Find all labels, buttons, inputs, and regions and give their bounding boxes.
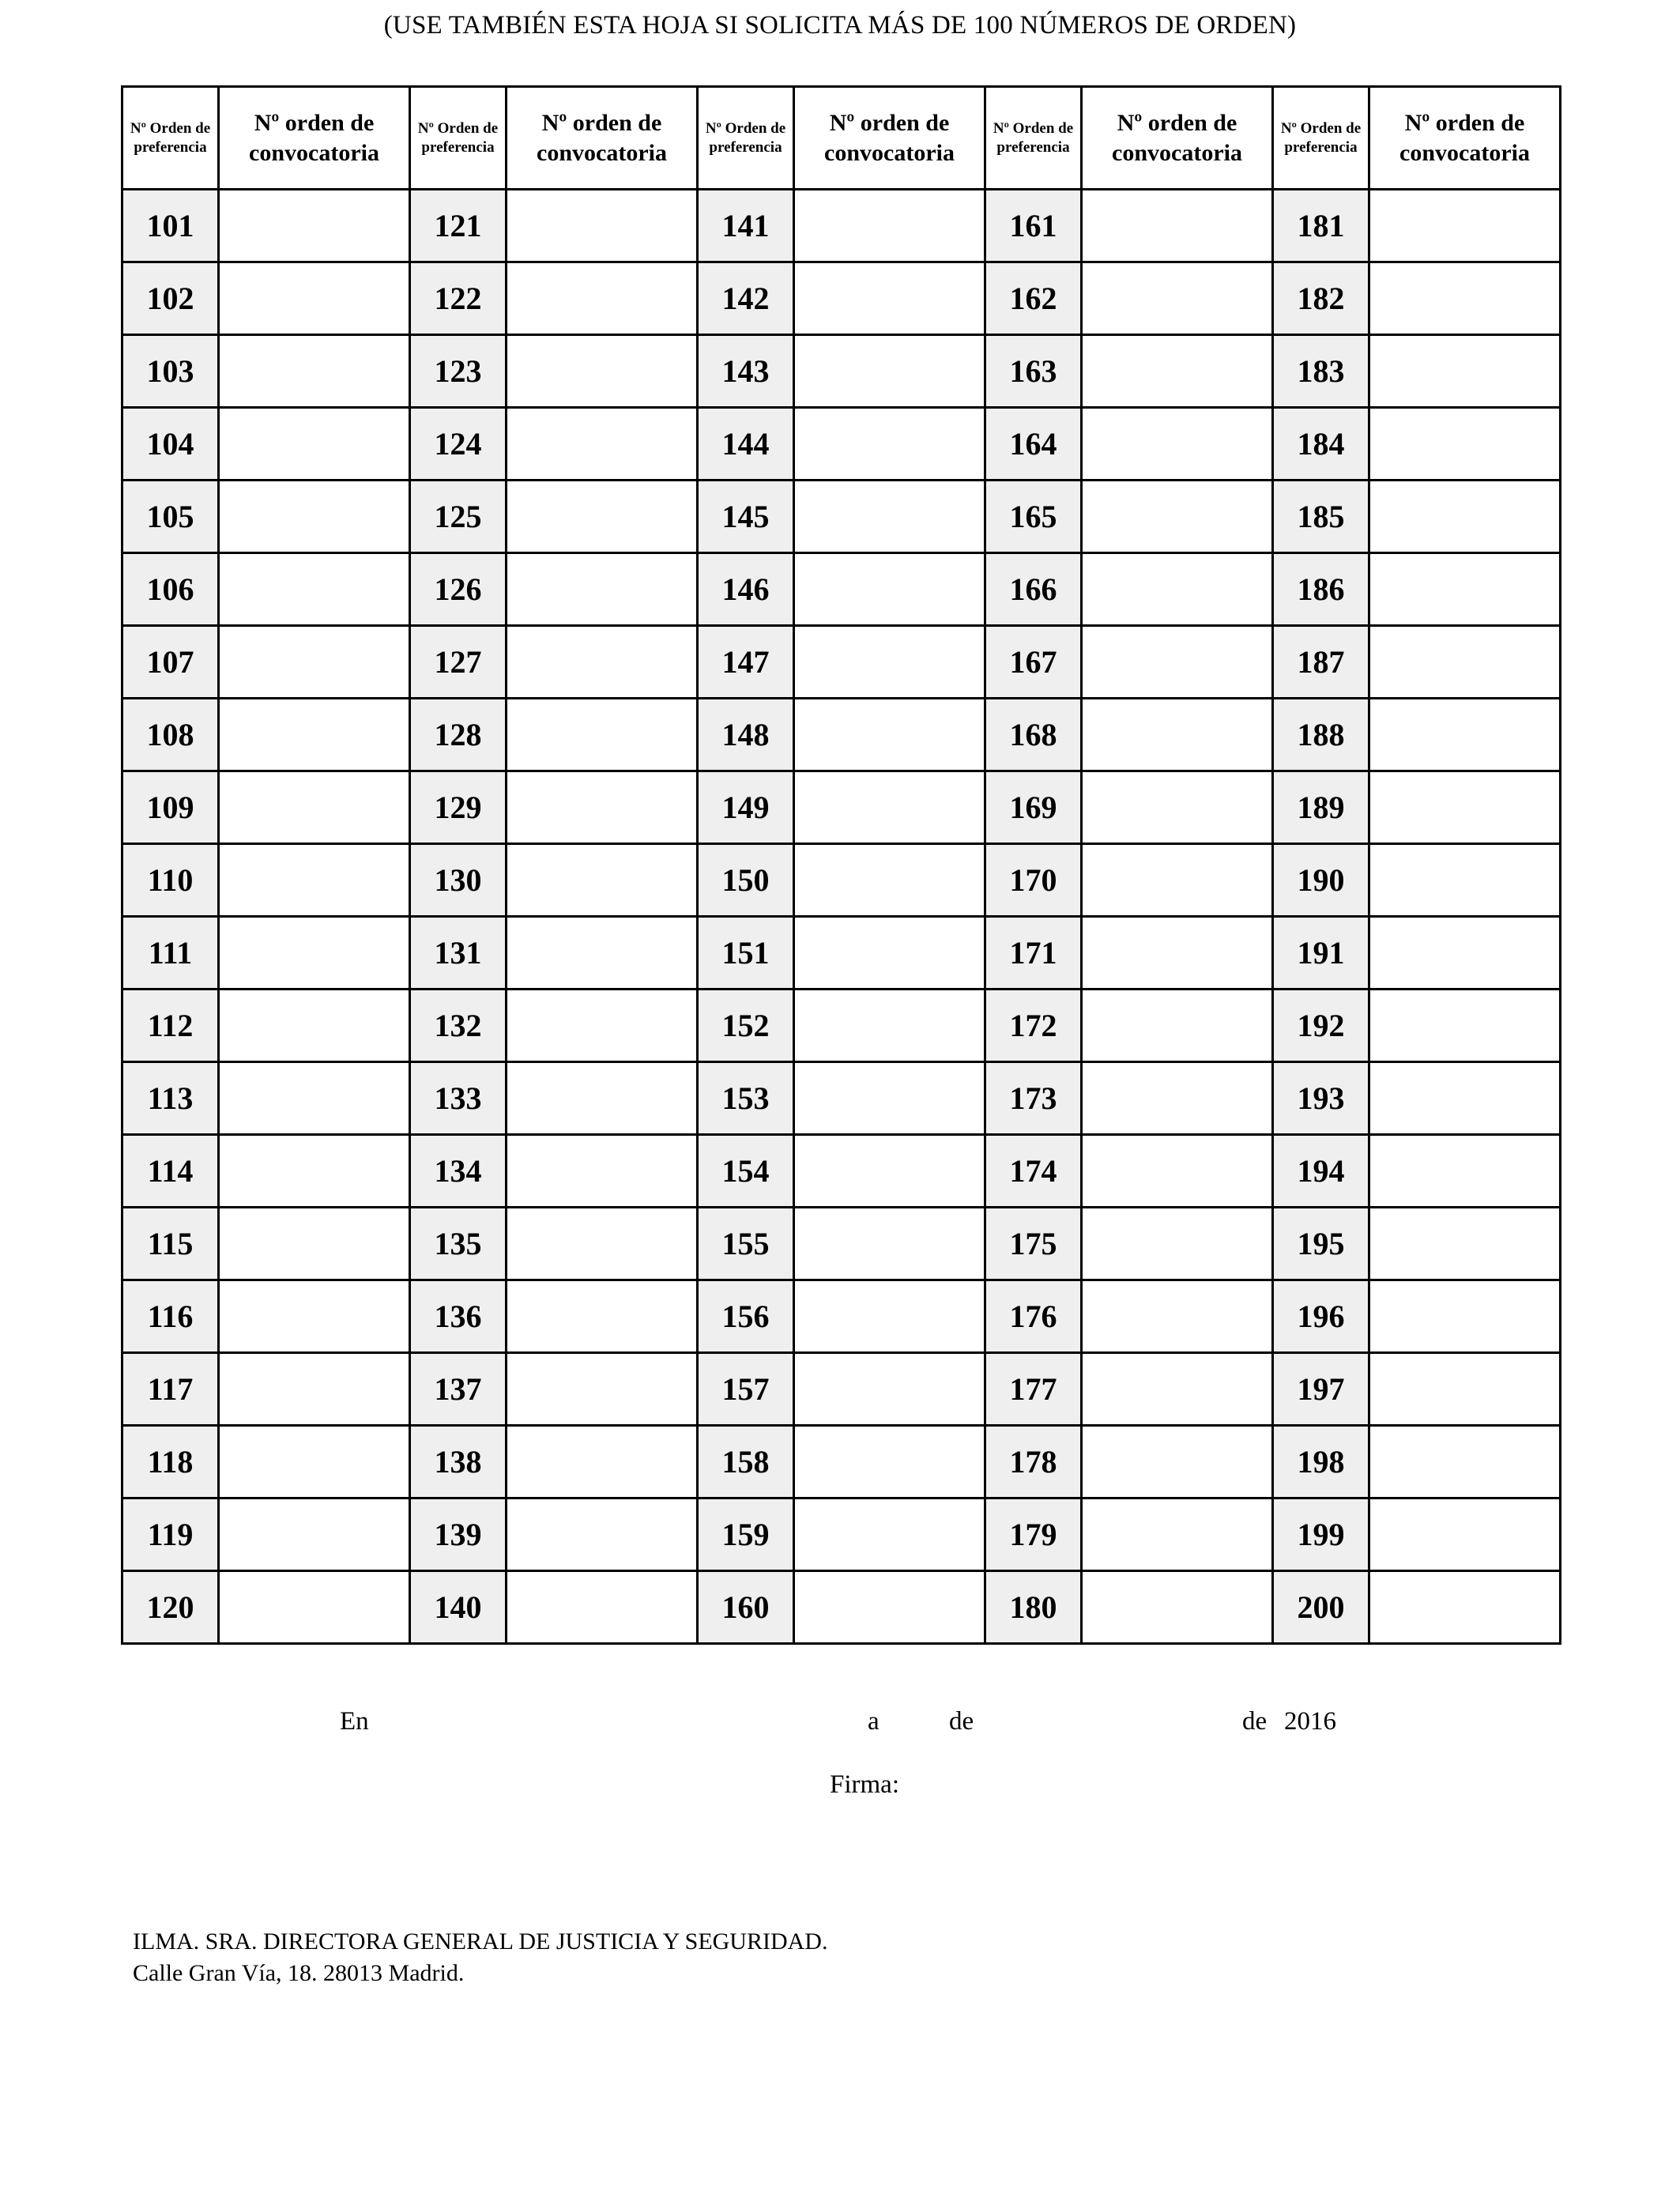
preference-number: 110 [122,844,219,917]
convocatoria-field[interactable] [507,1353,698,1426]
preference-number: 163 [985,335,1082,408]
preference-number: 112 [122,990,219,1062]
convocatoria-field[interactable] [507,1062,698,1135]
table-row [122,1498,1561,1571]
signature-label: Firma: [830,1770,899,1799]
convocatoria-field[interactable] [219,1498,410,1571]
convocatoria-field[interactable] [507,1571,698,1644]
convocatoria-field[interactable] [794,844,985,917]
convocatoria-field[interactable] [1082,1571,1273,1644]
preference-number: 157 [698,1353,794,1426]
convocatoria-field[interactable] [507,699,698,771]
convocatoria-field[interactable] [219,1135,410,1208]
convocatoria-field[interactable] [507,1208,698,1280]
preference-number: 101 [122,190,219,262]
preference-number: 104 [122,408,219,481]
convocatoria-field[interactable] [1369,990,1561,1062]
table-row [122,844,1561,917]
preference-number: 105 [122,481,219,553]
convocatoria-field[interactable] [1082,1498,1273,1571]
convocatoria-field[interactable] [1082,335,1273,408]
preference-number: 139 [410,1498,507,1571]
convocatoria-field[interactable] [794,335,985,408]
header-orden-convocatoria: Nº orden de convocatoria [1369,87,1561,190]
convocatoria-field[interactable] [794,1353,985,1426]
header-orden-preferencia: Nº Orden de preferencia [1273,87,1369,190]
preference-number: 200 [1273,1571,1369,1644]
preference-number: 135 [410,1208,507,1280]
convocatoria-field[interactable] [794,699,985,771]
preference-number: 172 [985,990,1082,1062]
preference-number: 123 [410,335,507,408]
preference-number: 122 [410,262,507,335]
convocatoria-field[interactable] [1369,626,1561,699]
preference-number: 184 [1273,408,1369,481]
preference-number: 180 [985,1571,1082,1644]
preference-number: 169 [985,771,1082,844]
convocatoria-field[interactable] [1082,1062,1273,1135]
convocatoria-field[interactable] [219,481,410,553]
table-row [122,990,1561,1062]
preference-number: 189 [1273,771,1369,844]
preference-number: 136 [410,1280,507,1353]
convocatoria-field[interactable] [1082,408,1273,481]
preference-number: 108 [122,699,219,771]
convocatoria-field[interactable] [1369,1426,1561,1498]
convocatoria-field[interactable] [1369,1280,1561,1353]
preference-number: 127 [410,626,507,699]
preference-number: 168 [985,699,1082,771]
preference-number: 137 [410,1353,507,1426]
convocatoria-field[interactable] [794,408,985,481]
preference-number: 138 [410,1426,507,1498]
preference-number: 141 [698,190,794,262]
date-de-label: de [1242,1707,1268,1736]
header-orden-convocatoria: Nº orden de convocatoria [1082,87,1273,190]
header-orden-convocatoria: Nº orden de convocatoria [219,87,410,190]
table-row [122,699,1561,771]
header-orden-preferencia: Nº Orden de preferencia [985,87,1082,190]
convocatoria-field[interactable] [794,1280,985,1353]
convocatoria-field[interactable] [219,626,410,699]
convocatoria-field[interactable] [1369,481,1561,553]
table-row [122,626,1561,699]
convocatoria-field[interactable] [507,553,698,626]
header-orden-convocatoria: Nº orden de convocatoria [794,87,985,190]
convocatoria-field[interactable] [1082,1353,1273,1426]
header-orden-preferencia: Nº Orden de preferencia [698,87,794,190]
convocatoria-field[interactable] [1369,1062,1561,1135]
table-row [122,1208,1561,1280]
convocatoria-field[interactable] [507,1426,698,1498]
preference-number: 175 [985,1208,1082,1280]
convocatoria-field[interactable] [219,408,410,481]
preference-number: 152 [698,990,794,1062]
convocatoria-field[interactable] [794,1571,985,1644]
convocatoria-field[interactable] [1082,190,1273,262]
address: Calle Gran Vía, 18. 28013 Madrid. [133,1960,465,1986]
preference-number: 140 [410,1571,507,1644]
preference-number: 162 [985,262,1082,335]
convocatoria-field[interactable] [1369,699,1561,771]
preference-number: 197 [1273,1353,1369,1426]
preference-number: 109 [122,771,219,844]
convocatoria-field[interactable] [219,262,410,335]
convocatoria-field[interactable] [507,481,698,553]
preference-number: 198 [1273,1426,1369,1498]
preference-number: 144 [698,408,794,481]
preference-number: 160 [698,1571,794,1644]
table-row [122,553,1561,626]
table-row [122,335,1561,408]
table-header-row [122,87,1561,190]
preference-number: 173 [985,1062,1082,1135]
convocatoria-field[interactable] [794,771,985,844]
convocatoria-field[interactable] [219,1426,410,1498]
convocatoria-field[interactable] [219,1062,410,1135]
preference-number: 177 [985,1353,1082,1426]
preference-number: 182 [1273,262,1369,335]
convocatoria-field[interactable] [219,699,410,771]
convocatoria-field[interactable] [1082,553,1273,626]
preference-number: 164 [985,408,1082,481]
preference-number: 191 [1273,917,1369,990]
convocatoria-field[interactable] [1369,553,1561,626]
addressee: ILMA. SRA. DIRECTORA GENERAL DE JUSTICIA Y SEGURIDAD. [133,1928,828,1955]
convocatoria-field[interactable] [794,262,985,335]
preference-number: 102 [122,262,219,335]
preference-number: 148 [698,699,794,771]
convocatoria-field[interactable] [1369,917,1561,990]
convocatoria-field[interactable] [1082,990,1273,1062]
convocatoria-field[interactable] [219,1280,410,1353]
convocatoria-field[interactable] [507,626,698,699]
convocatoria-field[interactable] [1369,844,1561,917]
convocatoria-field[interactable] [1082,1208,1273,1280]
convocatoria-field[interactable] [1082,771,1273,844]
preference-number: 196 [1273,1280,1369,1353]
convocatoria-field[interactable] [507,990,698,1062]
convocatoria-field[interactable] [1369,771,1561,844]
preference-number: 118 [122,1426,219,1498]
preference-number: 115 [122,1208,219,1280]
convocatoria-field[interactable] [1369,1208,1561,1280]
preference-number: 147 [698,626,794,699]
preference-number: 116 [122,1280,219,1353]
preference-number: 130 [410,844,507,917]
convocatoria-field[interactable] [219,190,410,262]
preference-number: 145 [698,481,794,553]
convocatoria-field[interactable] [507,335,698,408]
convocatoria-field[interactable] [1369,1353,1561,1426]
convocatoria-field[interactable] [507,190,698,262]
convocatoria-field[interactable] [794,990,985,1062]
convocatoria-field[interactable] [507,771,698,844]
convocatoria-field[interactable] [1369,335,1561,408]
preference-number: 149 [698,771,794,844]
preference-number: 166 [985,553,1082,626]
convocatoria-field[interactable] [219,1208,410,1280]
table-row [122,190,1561,262]
preference-number: 195 [1273,1208,1369,1280]
preference-number: 176 [985,1280,1082,1353]
convocatoria-field[interactable] [794,626,985,699]
preference-number: 156 [698,1280,794,1353]
date-a-label: a [868,1707,880,1736]
header-orden-preferencia: Nº Orden de preferencia [122,87,219,190]
convocatoria-field[interactable] [507,844,698,917]
preference-number: 117 [122,1353,219,1426]
table-row [122,408,1561,481]
convocatoria-field[interactable] [1082,1280,1273,1353]
preference-number: 103 [122,335,219,408]
preference-number: 174 [985,1135,1082,1208]
table-row [122,1280,1561,1353]
preference-number: 126 [410,553,507,626]
convocatoria-field[interactable] [1082,626,1273,699]
date-en-label: En [340,1707,369,1736]
convocatoria-field[interactable] [1369,408,1561,481]
convocatoria-field[interactable] [507,1280,698,1353]
convocatoria-field[interactable] [507,262,698,335]
convocatoria-field[interactable] [219,844,410,917]
convocatoria-field[interactable] [794,917,985,990]
table-row [122,1062,1561,1135]
preference-table [121,85,1561,1645]
convocatoria-field[interactable] [1082,1135,1273,1208]
table-row [122,1571,1561,1644]
preference-number: 143 [698,335,794,408]
convocatoria-field[interactable] [219,553,410,626]
convocatoria-field[interactable] [1369,262,1561,335]
preference-number: 153 [698,1062,794,1135]
preference-number: 119 [122,1498,219,1571]
preference-number: 178 [985,1426,1082,1498]
preference-number: 193 [1273,1062,1369,1135]
preference-number: 185 [1273,481,1369,553]
convocatoria-field[interactable] [219,335,410,408]
preference-number: 131 [410,917,507,990]
table-body [122,190,1561,1644]
convocatoria-field[interactable] [1369,190,1561,262]
convocatoria-field[interactable] [794,1498,985,1571]
page-title: (USE TAMBIÉN ESTA HOJA SI SOLICITA MÁS DE 100 NÚMEROS DE ORDEN) [383,11,1297,40]
preference-number: 187 [1273,626,1369,699]
preference-number: 194 [1273,1135,1369,1208]
preference-number: 132 [410,990,507,1062]
preference-number: 133 [410,1062,507,1135]
convocatoria-field[interactable] [794,553,985,626]
convocatoria-field[interactable] [507,1498,698,1571]
convocatoria-field[interactable] [794,1062,985,1135]
convocatoria-field[interactable] [219,771,410,844]
preference-number: 124 [410,408,507,481]
preference-number: 199 [1273,1498,1369,1571]
convocatoria-field[interactable] [507,917,698,990]
preference-number: 170 [985,844,1082,917]
table-row [122,917,1561,990]
convocatoria-field[interactable] [507,408,698,481]
preference-number: 167 [985,626,1082,699]
preference-number: 128 [410,699,507,771]
convocatoria-field[interactable] [794,1135,985,1208]
preference-number: 151 [698,917,794,990]
convocatoria-field[interactable] [219,917,410,990]
preference-number: 181 [1273,190,1369,262]
convocatoria-field[interactable] [219,1571,410,1644]
table-row [122,262,1561,335]
preference-number: 171 [985,917,1082,990]
table-row [122,771,1561,844]
preference-number: 134 [410,1135,507,1208]
preference-number: 111 [122,917,219,990]
convocatoria-field[interactable] [794,190,985,262]
convocatoria-field[interactable] [794,481,985,553]
convocatoria-field[interactable] [507,1135,698,1208]
convocatoria-field[interactable] [1369,1135,1561,1208]
preference-number: 154 [698,1135,794,1208]
convocatoria-field[interactable] [1082,481,1273,553]
preference-number: 183 [1273,335,1369,408]
preference-number: 159 [698,1498,794,1571]
date-de-label: de [949,1707,974,1736]
convocatoria-field[interactable] [1082,917,1273,990]
convocatoria-field[interactable] [1082,1426,1273,1498]
table-row [122,1135,1561,1208]
preference-number: 150 [698,844,794,917]
preference-number: 188 [1273,699,1369,771]
preference-number: 165 [985,481,1082,553]
preference-number: 114 [122,1135,219,1208]
preference-number: 106 [122,553,219,626]
preference-number: 113 [122,1062,219,1135]
preference-number: 120 [122,1571,219,1644]
convocatoria-field[interactable] [1369,1571,1561,1644]
preference-number: 186 [1273,553,1369,626]
header-orden-convocatoria: Nº orden de convocatoria [507,87,698,190]
preference-number: 161 [985,190,1082,262]
preference-number: 158 [698,1426,794,1498]
preference-number: 179 [985,1498,1082,1571]
table-row [122,1353,1561,1426]
preference-number: 142 [698,262,794,335]
convocatoria-field[interactable] [1082,844,1273,917]
preference-number: 121 [410,190,507,262]
convocatoria-field[interactable] [1369,1498,1561,1571]
convocatoria-field[interactable] [794,1426,985,1498]
table-row [122,481,1561,553]
preference-number: 125 [410,481,507,553]
table-row [122,1426,1561,1498]
preference-number: 155 [698,1208,794,1280]
convocatoria-field[interactable] [219,990,410,1062]
preference-number: 192 [1273,990,1369,1062]
convocatoria-field[interactable] [1082,262,1273,335]
header-orden-preferencia: Nº Orden de preferencia [410,87,507,190]
convocatoria-field[interactable] [794,1208,985,1280]
date-year: 2016 [1284,1707,1336,1736]
convocatoria-field[interactable] [219,1353,410,1426]
preference-number: 190 [1273,844,1369,917]
preference-number: 107 [122,626,219,699]
preference-number: 129 [410,771,507,844]
convocatoria-field[interactable] [1082,699,1273,771]
preference-number: 146 [698,553,794,626]
